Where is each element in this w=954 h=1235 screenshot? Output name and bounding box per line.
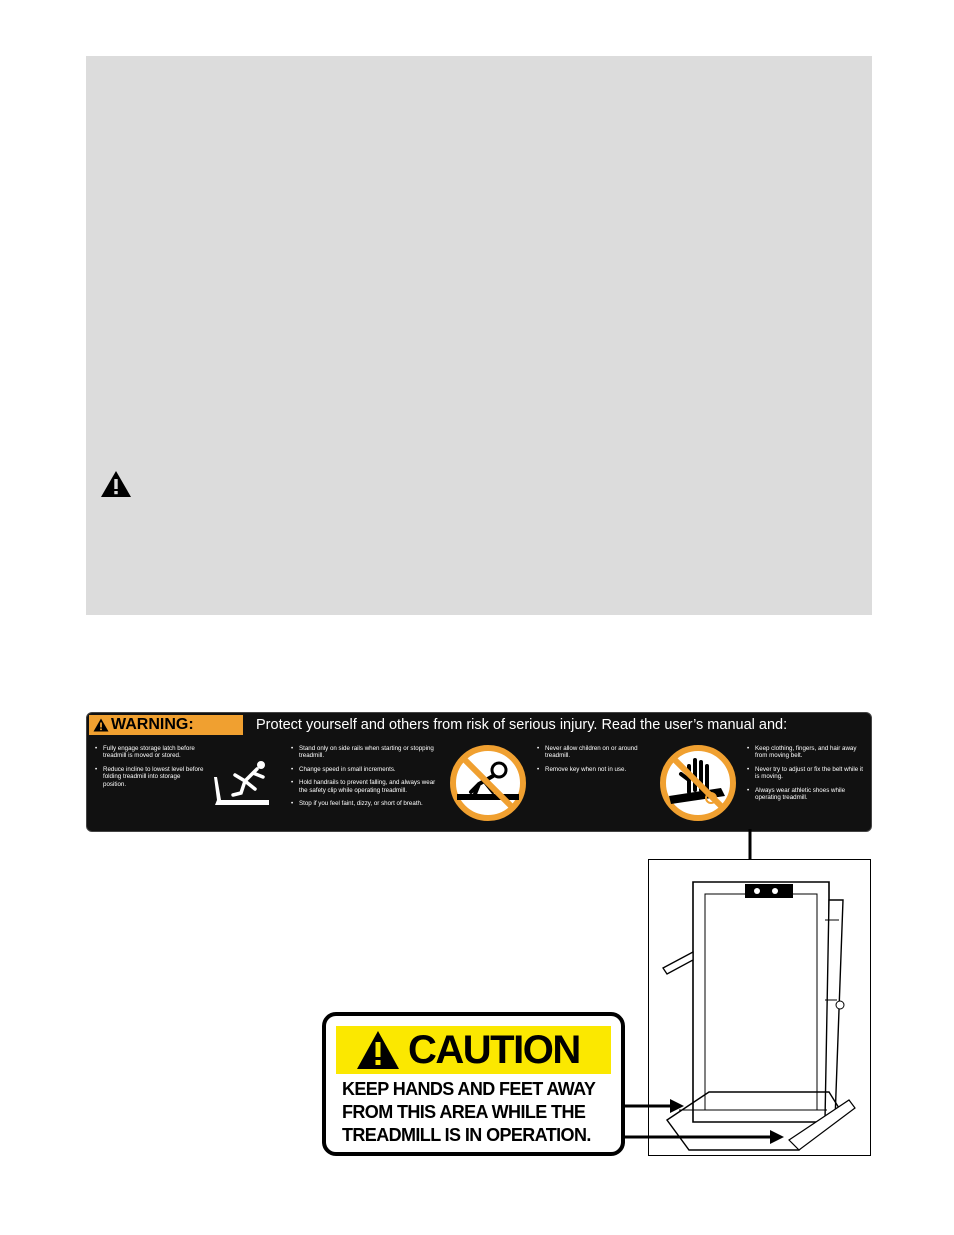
caution-message [342, 1078, 617, 1147]
bullet-item: • Stand only on side rails when starting or stopping treadmill. [291, 745, 441, 760]
caution-triangle-icon [356, 1030, 400, 1070]
warning-label-text: WARNING: [111, 716, 194, 733]
decal-column-4 [747, 745, 863, 807]
decal-column-2 [291, 745, 441, 813]
warning-decal [86, 712, 872, 832]
bullet-item: • Remove key when not in use. [537, 766, 647, 773]
gray-content-panel [86, 56, 872, 615]
bullet-item: • Stop if you feel faint, dizzy, or short of breath. [291, 800, 441, 807]
bullet-item: • Never allow children on or around treadmill. [537, 745, 647, 760]
caution-line: FROM THIS AREA WHILE THE [342, 1102, 586, 1122]
bullet-item: • Always wear athletic shoes while operating treadmill. [747, 787, 863, 802]
caution-title: CAUTION [408, 1028, 580, 1072]
no-children-icon [449, 744, 527, 822]
bullet-item: • Change speed in small increments. [291, 766, 441, 773]
bullet-item: • Fully engage storage latch before treadmill is moved or stored. [95, 745, 205, 760]
bullet-item: • Hold handrails to prevent falling, and always wear the safety clip while operating treadmill. [291, 779, 441, 794]
decal-column-1 [95, 745, 205, 794]
warning-headline: Protect yourself and others from risk of serious injury. Read the user’s manual and: [256, 717, 788, 733]
warning-small-icon [93, 718, 109, 732]
caution-sign [322, 1012, 625, 1156]
bullet-item: • Never try to adjust or fix the belt while it is moving. [747, 766, 863, 781]
caution-line: KEEP HANDS AND FEET AWAY [342, 1079, 596, 1099]
bullet-item: • Keep clothing, fingers, and hair away from moving belt. [747, 745, 863, 760]
caution-banner [336, 1026, 611, 1074]
caution-line: TREADMILL IS IN OPERATION. [342, 1125, 591, 1145]
falling-person-icon [211, 755, 273, 807]
warning-triangle-icon [100, 470, 132, 498]
no-hands-icon [659, 744, 737, 822]
caution-pointer-arrows [620, 1095, 800, 1145]
bullet-item: • Reduce incline to lowest level before folding treadmill into storage position. [95, 766, 205, 788]
warning-label [89, 715, 243, 735]
decal-column-3 [537, 745, 647, 779]
